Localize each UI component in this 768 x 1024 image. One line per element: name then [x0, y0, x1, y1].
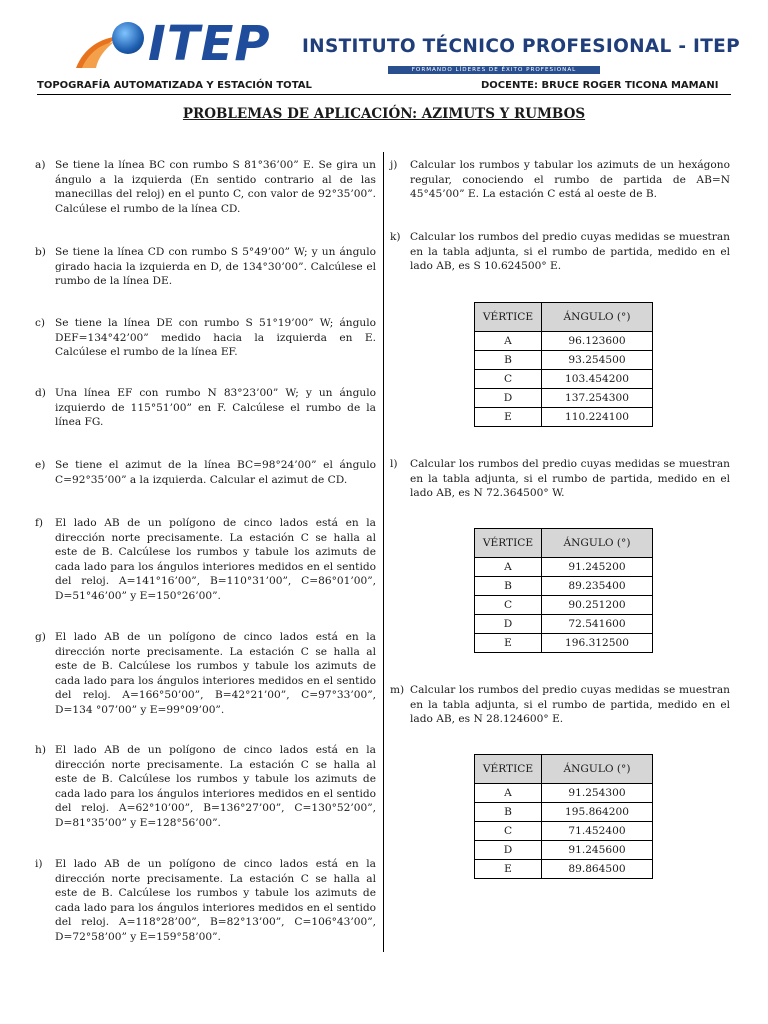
problem-label: m)	[390, 684, 405, 696]
angle-header: ÁNGULO (°)	[542, 303, 653, 332]
vertex-cell: B	[475, 803, 542, 822]
vertex-header: VÉRTICE	[475, 529, 542, 558]
problem-e	[35, 458, 376, 487]
table-header-row	[475, 303, 653, 332]
problem-label: h)	[35, 744, 46, 756]
problem-label: b)	[35, 246, 46, 258]
angle-cell: 195.864200	[542, 803, 653, 822]
vertex-cell: D	[475, 389, 542, 408]
angle-cell: 89.864500	[542, 860, 653, 879]
logo-text: ITEP	[148, 16, 271, 72]
problem-label: d)	[35, 387, 46, 399]
problem-b	[35, 245, 376, 289]
problem-text: El lado AB de un polígono de cinco lados está en la dirección norte precisamente. La estación C se halla al este de B. Calcúlese los rumbos y tabule los azimuts de cada lado para los ángulos interiores medidos en el sentido del reloj. A=166°50’00”, B=42°21’00”, C=97°33’00”, D=134 °07’00” y E=99°09’00”.	[55, 631, 376, 716]
problem-label: i)	[35, 858, 43, 870]
angle-cell: 91.254300	[542, 784, 653, 803]
problem-text: Calcular los rumbos del predio cuyas medidas se muestran en la tabla adjunta, si el rumbo de partida, medido en el lado AB, es N 72.364500° W.	[410, 458, 730, 500]
vertex-header: VÉRTICE	[475, 303, 542, 332]
angle-cell: 72.541600	[542, 615, 653, 634]
vertex-cell: C	[475, 822, 542, 841]
vertex-cell: D	[475, 615, 542, 634]
teacher-name: DOCENTE: BRUCE ROGER TICONA MAMANI	[481, 80, 719, 91]
table-header-row	[475, 529, 653, 558]
angle-cell: 93.254500	[542, 351, 653, 370]
problem-c	[35, 316, 376, 360]
angle-cell: 89.235400	[542, 577, 653, 596]
problem-text: Calcular los rumbos del predio cuyas medidas se muestran en la tabla adjunta, si el rumbo de partida, medido en el lado AB, es N 28.124600° E.	[410, 684, 730, 726]
problem-j	[390, 158, 730, 202]
problem-m	[390, 683, 730, 727]
angle-table-k	[474, 302, 653, 427]
problem-label: a)	[35, 159, 46, 171]
problem-text: Se tiene el azimut de la línea BC=98°24’00” el ángulo C=92°35’00” a la izquierda. Calcular el azimut de CD.	[55, 459, 376, 486]
table-row	[475, 408, 653, 427]
table-row	[475, 332, 653, 351]
document-title: PROBLEMAS DE APLICACIÓN: AZIMUTS Y RUMBOS	[182, 106, 586, 122]
angle-cell: 196.312500	[542, 634, 653, 653]
problem-text: Calcular los rumbos del predio cuyas medidas se muestran en la tabla adjunta, si el rumbo de partida, medido en el lado AB, es S 10.624500° E.	[410, 231, 730, 273]
angle-cell: 91.245600	[542, 841, 653, 860]
table-row	[475, 822, 653, 841]
vertex-cell: E	[475, 634, 542, 653]
angle-header: ÁNGULO (°)	[542, 755, 653, 784]
problem-h	[35, 743, 376, 831]
table-row	[475, 370, 653, 389]
table-row	[475, 351, 653, 370]
problem-text: Se tiene la línea DE con rumbo S 51°19’00” W; ángulo DEF=134°42’00” medido hacia la izquierda en E. Calcúlese el rumbo de la línea EF.	[55, 317, 376, 359]
problem-label: c)	[35, 317, 46, 329]
vertex-cell: D	[475, 841, 542, 860]
vertex-cell: A	[475, 784, 542, 803]
problem-text: Calcular los rumbos y tabular los azimuts de un hexágono regular, conociendo el rumbo de partida de AB=N 45°45’00” E. La estación C está al oeste de B.	[410, 159, 730, 201]
vertex-cell: A	[475, 558, 542, 577]
vertex-cell: A	[475, 332, 542, 351]
angle-cell: 96.123600	[542, 332, 653, 351]
angle-cell: 71.452400	[542, 822, 653, 841]
problem-text: El lado AB de un polígono de cinco lados está en la dirección norte precisamente. La estación C se halla al este de B. Calcúlese los rumbos y tabule los azimuts de cada lado para los ángulos interiores medidos en el sentido del reloj. A=141°16’00”, B=110°31’00”, C=86°01’00”, D=51°46’00” y E=150°26’00”.	[55, 517, 376, 602]
problem-text: Se tiene la línea BC con rumbo S 81°36’00” E. Se gira un ángulo a la izquierda (En sentido contrario al de las manecillas del reloj) en el punto C, con valor de 92°35’00”. Calcúlese el rumbo de la línea CD.	[55, 159, 376, 215]
problem-a	[35, 158, 376, 216]
problem-label: k)	[390, 231, 401, 243]
table-row	[475, 634, 653, 653]
problem-text: Una línea EF con rumbo N 83°23’00” W; y un ángulo izquierdo de 115°51’00” en F. Calcúlese el rumbo de la línea FG.	[55, 387, 376, 429]
vertex-cell: C	[475, 596, 542, 615]
vertex-cell: C	[475, 370, 542, 389]
angle-table-m	[474, 754, 653, 879]
table-row	[475, 615, 653, 634]
table-row	[475, 784, 653, 803]
angle-cell: 110.224100	[542, 408, 653, 427]
vertex-cell: B	[475, 351, 542, 370]
tagline: FORMANDO LÍDERES DE ÉXITO PROFESIONAL	[411, 66, 577, 73]
table-header-row	[475, 755, 653, 784]
vertex-cell: B	[475, 577, 542, 596]
problem-l	[390, 457, 730, 501]
problem-text: Se tiene la línea CD con rumbo S 5°49’00” W; y un ángulo girado hacia la izquierda en D, de 134°30’00”. Calcúlese el rumbo de la línea DE.	[55, 246, 376, 288]
header-divider	[37, 94, 731, 95]
column-divider	[383, 152, 384, 952]
problem-label: l)	[390, 458, 398, 470]
globe-icon	[112, 22, 144, 54]
table-row	[475, 389, 653, 408]
table-row	[475, 558, 653, 577]
problem-text: El lado AB de un polígono de cinco lados está en la dirección norte precisamente. La estación C se halla al este de B. Calcúlese los rumbos y tabule los azimuts de cada lado para los ángulos interiores medidos en el sentido del reloj. A=62°10’00”, B=136°27’00”, C=130°52’00”, D=81°35’00” y E=128°56’00”.	[55, 744, 376, 829]
course-subject: TOPOGRAFÍA AUTOMATIZADA Y ESTACIÓN TOTAL	[37, 80, 312, 91]
institute-name: INSTITUTO TÉCNICO PROFESIONAL - ITEP	[302, 36, 740, 57]
angle-cell: 91.245200	[542, 558, 653, 577]
problem-label: j)	[390, 159, 398, 171]
table-row	[475, 803, 653, 822]
problem-label: e)	[35, 459, 46, 471]
table-row	[475, 577, 653, 596]
table-row	[475, 596, 653, 615]
vertex-cell: E	[475, 860, 542, 879]
table-row	[475, 860, 653, 879]
angle-header: ÁNGULO (°)	[542, 529, 653, 558]
page-header	[0, 0, 768, 80]
problem-g	[35, 630, 376, 718]
problem-label: f)	[35, 517, 44, 529]
angle-table-l	[474, 528, 653, 653]
angle-cell: 137.254300	[542, 389, 653, 408]
problem-label: g)	[35, 631, 46, 643]
vertex-header: VÉRTICE	[475, 755, 542, 784]
angle-cell: 103.454200	[542, 370, 653, 389]
problem-i	[35, 857, 376, 945]
problem-k	[390, 230, 730, 274]
table-row	[475, 841, 653, 860]
angle-cell: 90.251200	[542, 596, 653, 615]
vertex-cell: E	[475, 408, 542, 427]
problem-d	[35, 386, 376, 430]
problem-f	[35, 516, 376, 604]
problem-text: El lado AB de un polígono de cinco lados está en la dirección norte precisamente. La estación C se halla al este de B. Calcúlese los rumbos y tabule los azimuts de cada lado para los ángulos interiores medidos en el sentido del reloj. A=118°28’00”, B=82°13’00”, C=106°43’00”, D=72°58’00” y E=159°58’00”.	[55, 858, 376, 943]
